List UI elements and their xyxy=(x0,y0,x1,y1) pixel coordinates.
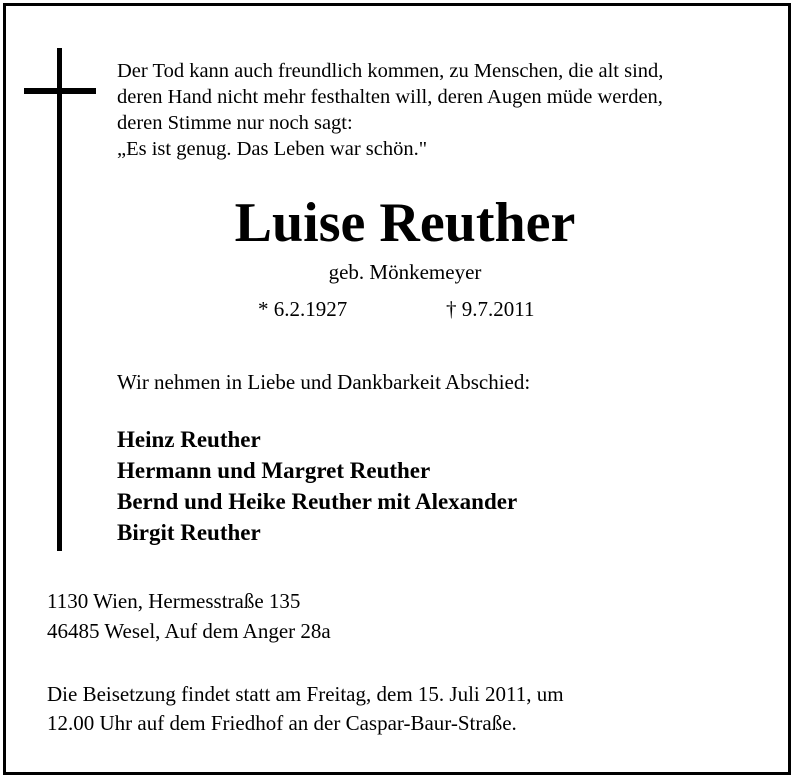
mourner-name: Hermann und Margret Reuther xyxy=(117,458,431,483)
maiden-name: geb. Mönkemeyer xyxy=(328,260,482,284)
cross-vertical-bar xyxy=(57,48,62,551)
mourner-name: Bernd und Heike Reuther mit Alexander xyxy=(117,489,518,514)
addresses xyxy=(47,586,331,646)
funeral-info xyxy=(47,680,564,738)
quote-line: deren Hand nicht mehr festhalten will, deren Augen müde werden, xyxy=(117,86,663,108)
funeral-line: 12.00 Uhr auf dem Friedhof an der Caspar-Baur-Straße. xyxy=(47,711,517,735)
deceased-name: Luise Reuther xyxy=(234,192,576,254)
funeral-line: Die Beisetzung findet statt am Freitag, dem 15. Juli 2011, um xyxy=(47,682,564,706)
quote-line: deren Stimme nur noch sagt: xyxy=(117,112,353,134)
farewell-text: Wir nehmen in Liebe und Dankbarkeit Abschied: xyxy=(117,370,531,394)
memorial-quote xyxy=(117,58,757,162)
mourner-name: Heinz Reuther xyxy=(117,427,261,452)
address-line: 46485 Wesel, Auf dem Anger 28a xyxy=(47,619,331,643)
mourners-list xyxy=(117,424,517,548)
address-line: 1130 Wien, Hermesstraße 135 xyxy=(47,589,301,613)
quote-line: Der Tod kann auch freundlich kommen, zu Menschen, die alt sind, xyxy=(117,60,664,82)
mourner-name: Birgit Reuther xyxy=(117,520,261,545)
death-date: † 9.7.2011 xyxy=(446,297,535,321)
cross-horizontal-bar xyxy=(24,88,96,94)
quote-line: „Es ist genug. Das Leben war schön." xyxy=(117,138,428,160)
birth-date: * 6.2.1927 xyxy=(258,297,348,321)
